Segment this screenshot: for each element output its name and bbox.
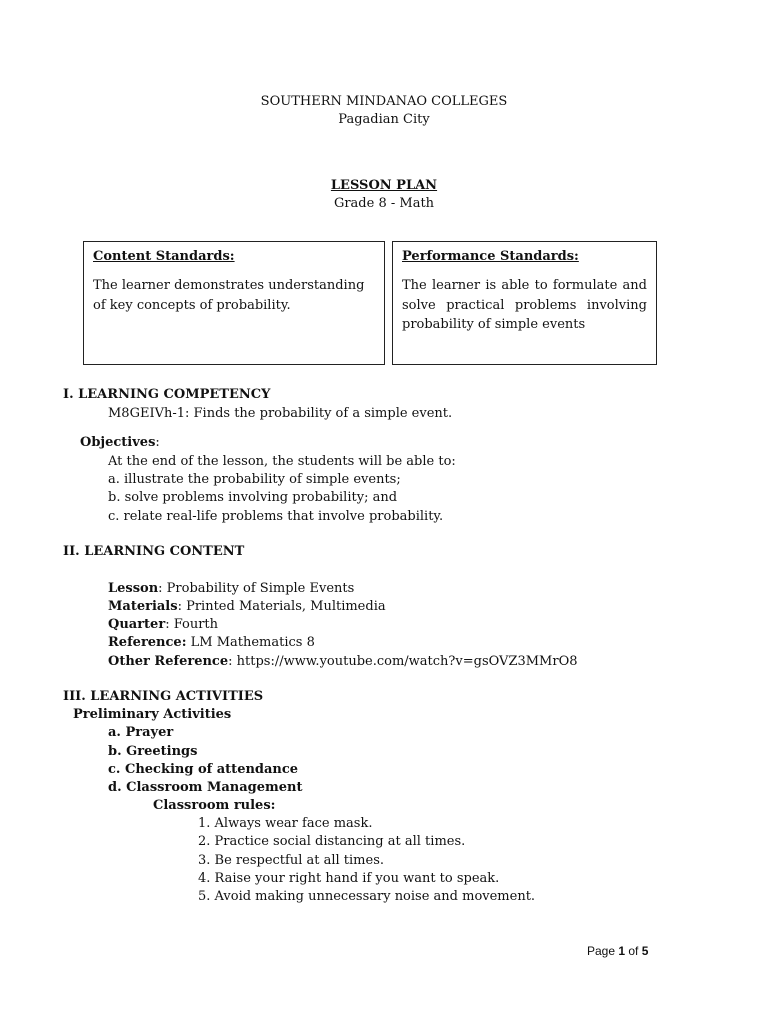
objectives-label: Objectives [80,435,156,450]
competency-code: M8GEIVh-1: Finds the probability of a simple event. [108,406,453,421]
reference-value: LM Mathematics 8 [186,635,315,650]
page-number [587,942,648,960]
materials-value: : Printed Materials, Multimedia [177,599,386,614]
performance-standards-text: The learner is able to formulate and solve practical problems involving probability of simple events [402,278,647,332]
page-current: 1 [618,944,626,958]
activity-item: c. Checking of attendance [108,762,299,777]
lesson-label: Lesson [108,581,159,596]
lesson-row [108,580,354,598]
quarter-row [108,616,218,634]
content-standards-heading: Content Standards: [93,249,235,264]
objectives-colon: : [155,435,160,450]
school-city: Pagadian City [338,112,430,127]
rule-item: 5. Avoid making unnecessary noise and movement. [198,889,536,904]
objectives-intro: At the end of the lesson, the students will be able to: [108,454,456,469]
rule-item: 4. Raise your right hand if you want to speak. [198,871,500,886]
rule-item: 1. Always wear face mask. [198,816,373,831]
other-reference-label: Other Reference [108,654,229,669]
other-reference-row [108,653,578,671]
content-standards-box [83,241,385,365]
rule-item: 2. Practice social distancing at all times. [198,834,466,849]
rule-item: 3. Be respectful at all times. [198,853,384,868]
school-name: SOUTHERN MINDANAO COLLEGES [260,94,508,109]
content-standards-text: The learner demonstrates understanding of key concepts of probability. [93,278,365,313]
page-total: 5 [641,944,649,958]
objectives-heading [80,434,160,452]
objective-item: b. solve problems involving probability; and [108,490,398,505]
activity-item: d. Classroom Management [108,780,303,795]
objective-item: a. illustrate the probability of simple events; [108,472,401,487]
lesson-value: : Probability of Simple Events [158,581,355,596]
other-reference-value: : https://www.youtube.com/watch?v=gsOVZ3MMrO8 [228,654,578,669]
performance-standards-box [392,241,657,365]
reference-row [108,634,315,652]
reference-label: Reference: [108,635,187,650]
document-title: LESSON PLAN [330,178,438,193]
activity-item: b. Greetings [108,744,198,759]
grade-subject: Grade 8 - Math [333,196,435,211]
section-1-title: I. LEARNING COMPETENCY [63,387,271,402]
objective-item: c. relate real-life problems that involve probability. [108,509,444,524]
activity-item: a. Prayer [108,725,174,740]
section-2-title: II. LEARNING CONTENT [63,544,245,559]
preliminary-activities: Preliminary Activities [73,707,232,722]
materials-label: Materials [108,599,178,614]
page-of: of [625,944,642,958]
section-3-title: III. LEARNING ACTIVITIES [63,689,264,704]
quarter-label: Quarter [108,617,166,632]
classroom-rules-label: Classroom rules: [153,798,276,813]
performance-standards-heading: Performance Standards: [402,249,579,264]
quarter-value: : Fourth [165,617,219,632]
materials-row [108,598,386,616]
page-prefix: Page [587,944,619,958]
